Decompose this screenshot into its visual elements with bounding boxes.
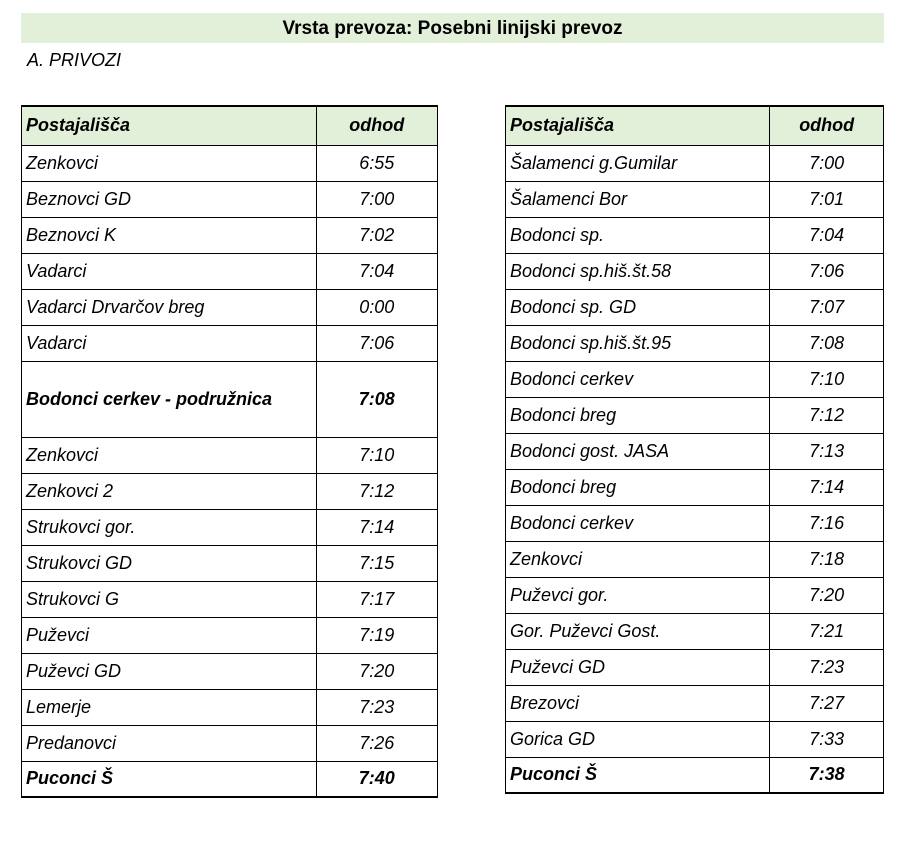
table-row: [506, 685, 884, 721]
departure-time: 7:08: [770, 325, 884, 361]
header-stops: Postajališča: [506, 106, 770, 145]
departure-time: 7:10: [770, 361, 884, 397]
page-title: Vrsta prevoza: Posebni linijski prevoz: [21, 13, 884, 43]
stop-name: Zenkovci: [22, 437, 317, 473]
departure-time: 7:04: [770, 217, 884, 253]
departure-time: 7:33: [770, 721, 884, 757]
stop-name: Gorica GD: [506, 721, 770, 757]
table-row: [506, 505, 884, 541]
table-row: [506, 721, 884, 757]
stop-name: Vadarci: [22, 253, 317, 289]
table-header-row: [22, 106, 438, 145]
header-stops: Postajališča: [22, 106, 317, 145]
stop-name: Puconci Š: [506, 757, 770, 793]
stop-name: Bodonci sp.: [506, 217, 770, 253]
table-row: [22, 689, 438, 725]
stop-name: Vadarci Drvarčov breg: [22, 289, 317, 325]
table-row: [22, 581, 438, 617]
stop-name: Puževci GD: [506, 649, 770, 685]
table-row: [22, 725, 438, 761]
section-subtitle: A. PRIVOZI: [27, 50, 122, 70]
table-row: [506, 613, 884, 649]
stop-name: Bodonci cerkev: [506, 505, 770, 541]
stop-name: Beznovci K: [22, 217, 317, 253]
table-row: [22, 181, 438, 217]
stop-name: Bodonci breg: [506, 469, 770, 505]
table-row: [506, 253, 884, 289]
departure-time: 7:13: [770, 433, 884, 469]
table-row: [506, 181, 884, 217]
table-row: [22, 509, 438, 545]
departure-time: 7:40: [316, 761, 437, 797]
table-row: [22, 653, 438, 689]
departure-time: 7:12: [316, 473, 437, 509]
departure-time: 7:12: [770, 397, 884, 433]
stop-name: Zenkovci: [22, 145, 317, 181]
departure-time: 0:00: [316, 289, 437, 325]
schedule-table-right: [505, 105, 884, 794]
schedule-table-left: [21, 105, 438, 798]
stop-name: Puževci gor.: [506, 577, 770, 613]
stop-name: Bodonci cerkev: [506, 361, 770, 397]
table-row: [506, 289, 884, 325]
departure-time: 7:02: [316, 217, 437, 253]
table-row: [22, 217, 438, 253]
table-row-final: [506, 757, 884, 793]
table-row: [506, 469, 884, 505]
stop-name: Strukovci G: [22, 581, 317, 617]
table-row: [506, 541, 884, 577]
stop-name: Brezovci: [506, 685, 770, 721]
table-row-highlight: [22, 361, 438, 437]
stop-name: Bodonci gost. JASA: [506, 433, 770, 469]
table-row: [506, 433, 884, 469]
departure-time: 7:06: [770, 253, 884, 289]
header-departure: odhod: [770, 106, 884, 145]
table-row: [506, 577, 884, 613]
table-row: [506, 361, 884, 397]
departure-time: 7:00: [770, 145, 884, 181]
stop-name: Strukovci GD: [22, 545, 317, 581]
stop-name: Bodonci breg: [506, 397, 770, 433]
stop-name: Bodonci cerkev - podružnica: [22, 361, 317, 437]
header-departure: odhod: [316, 106, 437, 145]
departure-time: 7:04: [316, 253, 437, 289]
departure-time: 7:07: [770, 289, 884, 325]
stop-name: Bodonci sp. GD: [506, 289, 770, 325]
departure-time: 7:20: [770, 577, 884, 613]
stop-name: Puževci GD: [22, 653, 317, 689]
departure-time: 7:23: [770, 649, 884, 685]
table-row: [506, 145, 884, 181]
table-row-final: [22, 761, 438, 797]
departure-time: 7:01: [770, 181, 884, 217]
departure-time: 7:16: [770, 505, 884, 541]
departure-time: 7:15: [316, 545, 437, 581]
stop-name: Zenkovci: [506, 541, 770, 577]
departure-time: 7:20: [316, 653, 437, 689]
departure-time: 7:17: [316, 581, 437, 617]
table-row: [506, 397, 884, 433]
stop-name: Zenkovci 2: [22, 473, 317, 509]
stop-name: Beznovci GD: [22, 181, 317, 217]
departure-time: 7:18: [770, 541, 884, 577]
table-row: [506, 217, 884, 253]
departure-time: 6:55: [316, 145, 437, 181]
table-header-row: [506, 106, 884, 145]
departure-time: 7:23: [316, 689, 437, 725]
departure-time: 7:14: [770, 469, 884, 505]
departure-time: 7:38: [770, 757, 884, 793]
departure-time: 7:00: [316, 181, 437, 217]
table-row: [22, 253, 438, 289]
table-row: [506, 649, 884, 685]
stop-name: Puconci Š: [22, 761, 317, 797]
stop-name: Šalamenci g.Gumilar: [506, 145, 770, 181]
departure-time: 7:21: [770, 613, 884, 649]
stop-name: Gor. Puževci Gost.: [506, 613, 770, 649]
stop-name: Puževci: [22, 617, 317, 653]
table-row: [22, 145, 438, 181]
table-row: [22, 545, 438, 581]
table-row: [506, 325, 884, 361]
departure-time: 7:14: [316, 509, 437, 545]
table-row: [22, 289, 438, 325]
stop-name: Predanovci: [22, 725, 317, 761]
stop-name: Šalamenci Bor: [506, 181, 770, 217]
table-row: [22, 437, 438, 473]
stop-name: Bodonci sp.hiš.št.58: [506, 253, 770, 289]
table-row: [22, 473, 438, 509]
departure-time: 7:19: [316, 617, 437, 653]
table-row: [22, 617, 438, 653]
table-row: [22, 325, 438, 361]
stop-name: Vadarci: [22, 325, 317, 361]
departure-time: 7:26: [316, 725, 437, 761]
departure-time: 7:08: [316, 361, 437, 437]
stop-name: Lemerje: [22, 689, 317, 725]
departure-time: 7:27: [770, 685, 884, 721]
departure-time: 7:10: [316, 437, 437, 473]
stop-name: Strukovci gor.: [22, 509, 317, 545]
stop-name: Bodonci sp.hiš.št.95: [506, 325, 770, 361]
departure-time: 7:06: [316, 325, 437, 361]
